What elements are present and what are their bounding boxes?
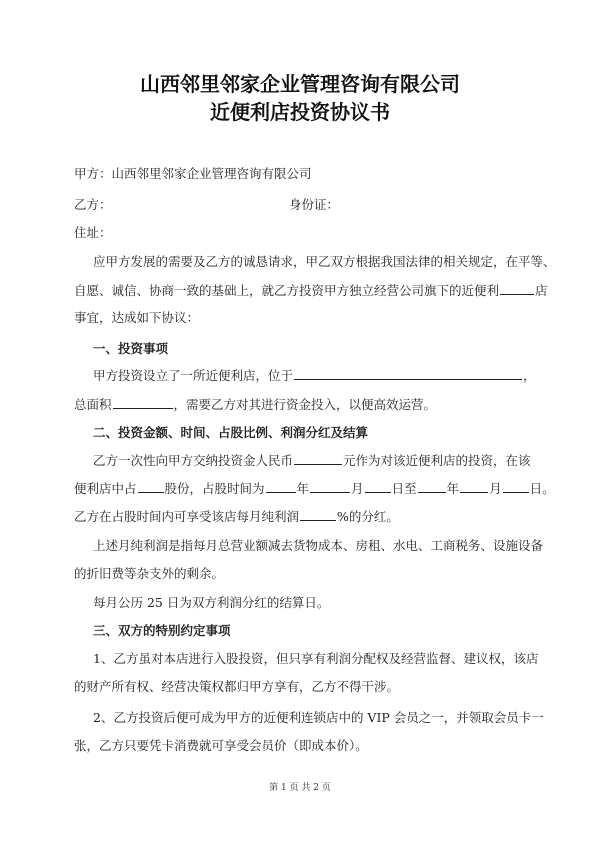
section-3-item-1-line-2: 的财产所有权、经营决策权都归甲方享有，乙方不得干涉。	[74, 679, 400, 694]
location-label: 甲方投资设立了一所近便利店，位于	[93, 368, 294, 383]
section-2-para-3: 每月公历 25 日为双方利润分红的结算日。	[93, 595, 330, 610]
start-year-blank	[266, 480, 296, 493]
intro-line-2	[74, 282, 548, 299]
investment-amount-blank	[294, 452, 342, 465]
section-2-line-2	[74, 480, 555, 497]
section-2-para-2-line-2: 的折旧费等杂支外的剩余。	[74, 566, 225, 581]
party-a-line	[74, 166, 312, 182]
end-month-label: 月	[489, 481, 502, 496]
intro-line-2-text: 自愿、诚信、协商一致的基础上，就乙方投资甲方独立经营公司旗下的近便利	[74, 283, 500, 298]
location-blank	[294, 367, 522, 380]
section-2-para-2-line-1: 上述月纯利润是指每月总营业额减去货物成本、房租、水电、工商税务、设施设备	[93, 538, 544, 553]
dividend-label: 乙方在占股时间内可享受该店每月纯利润	[74, 509, 300, 524]
start-month-label: 月	[351, 481, 364, 496]
section-1-heading: 一、投资事项	[93, 341, 169, 356]
section-3-item-2-line-2: 张，乙方只要凭卡消费就可享受会员价（即成本价）。	[74, 738, 368, 753]
section-2-heading: 二、投资金额、时间、占股比例、利润分红及结算	[93, 425, 369, 440]
address-label: 住址：	[74, 225, 112, 240]
investment-amount-label: 乙方一次性向甲方交纳投资金人民币	[93, 453, 294, 468]
dividend-percent-blank	[300, 508, 336, 521]
section-1-line-1	[93, 367, 536, 384]
end-year-blank	[418, 480, 446, 493]
section-2-line-3	[74, 508, 399, 525]
id-card-label: 身份证：	[289, 197, 340, 212]
start-day-blank	[365, 480, 391, 493]
page-footer: 第 1 页 共 2 页	[269, 783, 331, 793]
start-year-label: 年	[296, 481, 310, 496]
section-2-line-1	[93, 452, 531, 469]
area-label: 总面积	[74, 397, 112, 412]
location-comma: ，	[523, 368, 536, 383]
area-blank	[113, 396, 173, 409]
party-b-label: 乙方：	[74, 197, 112, 212]
store-name-blank	[500, 282, 534, 295]
section-3-heading: 三、双方的特别约定事项	[93, 623, 231, 638]
party-a-label: 甲方：	[74, 166, 112, 181]
end-day-label: 日。	[529, 481, 555, 496]
dividend-tail: %的分红。	[337, 509, 399, 524]
intro-line-3: 事宜，达成如下协议：	[74, 310, 200, 325]
share-label: 便利店中占	[74, 481, 137, 496]
section-1-line-2	[74, 396, 436, 413]
start-month-blank	[310, 480, 350, 493]
share-blank	[138, 480, 164, 493]
end-day-blank	[503, 480, 529, 493]
section-3-item-2-line-1: 2、乙方投资后便可成为甲方的近便利连锁店中的 VIP 会员之一，并领取会员卡一	[93, 710, 544, 725]
end-month-blank	[460, 480, 488, 493]
share-period-label: 股份，占股时间为	[164, 481, 265, 496]
area-tail: ，需要乙方对其进行资金投入，以便高效运营。	[173, 397, 437, 412]
document-title-line2: 近便利店投资协议书	[210, 100, 390, 124]
end-year-label: 年	[446, 481, 460, 496]
section-3-item-1-line-1: 1、乙方虽对本店进行入股投资，但只享有利润分配权及经营监督、建议权，该店	[93, 651, 539, 666]
intro-line-2-tail: 店	[535, 283, 548, 298]
intro-line-1: 应甲方发展的需要及乙方的诚恳请求，甲乙双方根据我国法律的相关规定，在平等、	[93, 254, 556, 269]
party-a-value: 山西邻里邻家企业管理咨询有限公司	[111, 166, 312, 181]
start-day-label: 日至	[391, 481, 417, 496]
investment-amount-tail: 元作为对该近便利店的投资，在该	[343, 453, 531, 468]
document-title-line1: 山西邻里邻家企业管理咨询有限公司	[140, 72, 460, 96]
